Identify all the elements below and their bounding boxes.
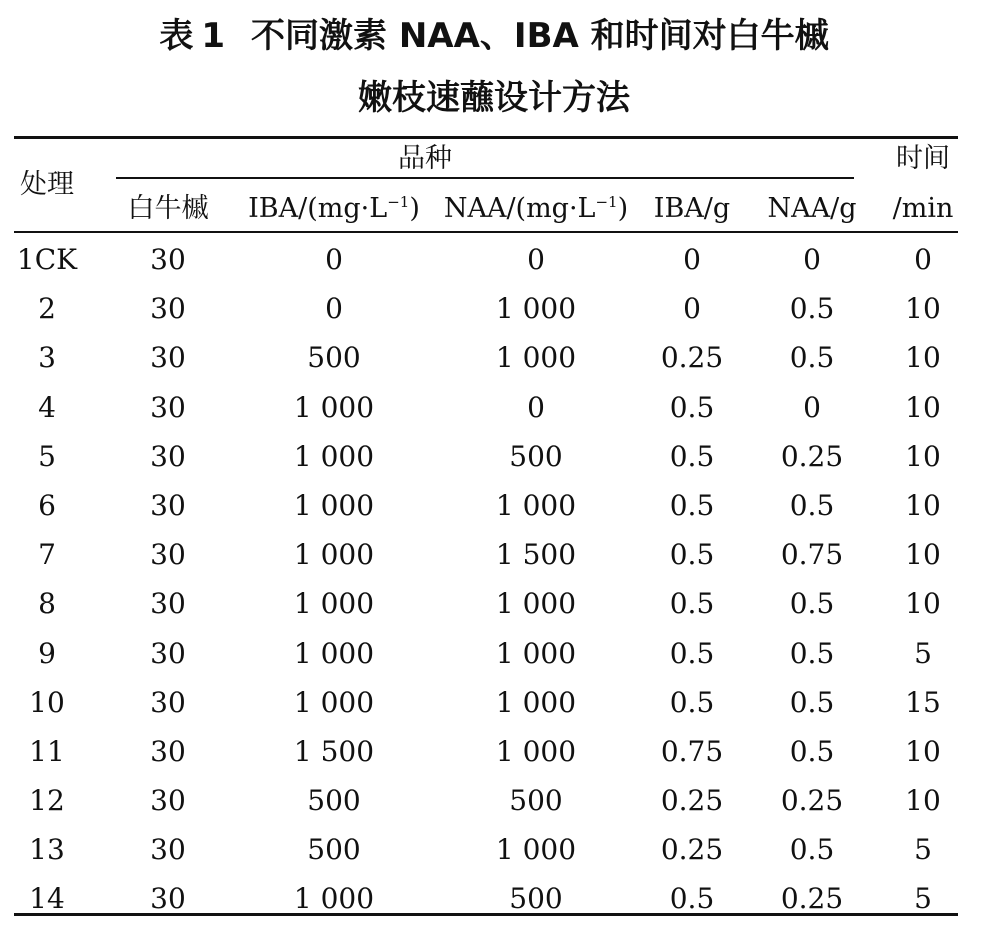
cell-time: 10 bbox=[905, 734, 941, 768]
table-row bbox=[0, 333, 988, 382]
header-col-iba-concentration bbox=[234, 192, 434, 226]
cell-time: 15 bbox=[905, 685, 941, 719]
cell-naa-concentration: 1 000 bbox=[495, 734, 577, 768]
cell-treatment: 9 bbox=[38, 636, 56, 670]
unit-suffix: ) bbox=[617, 193, 629, 224]
header-time-bottom: /min bbox=[892, 193, 954, 224]
cell-time: 5 bbox=[914, 636, 932, 670]
cell-iba-mass: 0.5 bbox=[669, 488, 715, 522]
cell-iba-concentration: 1 000 bbox=[293, 390, 375, 424]
cell-naa-mass: 0.25 bbox=[780, 882, 844, 916]
cell-variety: 30 bbox=[150, 538, 186, 572]
cell-variety: 30 bbox=[150, 636, 186, 670]
cell-iba-concentration: 500 bbox=[307, 341, 361, 375]
header-col-white-maple: 白牛槭 bbox=[127, 193, 209, 224]
header-bottom-rule bbox=[14, 231, 958, 233]
cell-naa-concentration: 500 bbox=[509, 882, 563, 916]
cell-iba-mass: 0.5 bbox=[669, 439, 715, 473]
cell-variety: 30 bbox=[150, 685, 186, 719]
cell-iba-mass: 0.5 bbox=[669, 685, 715, 719]
cell-naa-mass: 0.5 bbox=[789, 341, 835, 375]
cell-variety: 30 bbox=[150, 488, 186, 522]
cell-naa-concentration: 1 000 bbox=[495, 587, 577, 621]
caption-text-2: 嫩枝速蘸设计方法 bbox=[358, 78, 630, 118]
cell-time: 10 bbox=[905, 784, 941, 818]
cell-naa-concentration: 500 bbox=[509, 439, 563, 473]
header-col-naa-concentration-text: NAA/(mg·L bbox=[443, 193, 596, 224]
cell-iba-concentration: 0 bbox=[325, 292, 343, 326]
cell-naa-concentration: 1 500 bbox=[495, 538, 577, 572]
cell-variety: 30 bbox=[150, 243, 186, 276]
cell-treatment: 14 bbox=[29, 882, 65, 916]
cell-iba-mass: 0.5 bbox=[669, 882, 715, 916]
cell-iba-mass: 0.25 bbox=[660, 341, 724, 375]
cell-variety: 30 bbox=[150, 587, 186, 621]
cell-iba-concentration: 1 000 bbox=[293, 882, 375, 916]
cell-iba-mass: 0.25 bbox=[660, 833, 724, 867]
cell-variety: 30 bbox=[150, 882, 186, 916]
header-col-naa-concentration bbox=[436, 192, 636, 226]
table-row bbox=[0, 383, 988, 432]
cell-time: 10 bbox=[905, 488, 941, 522]
unit-exponent: −1 bbox=[595, 193, 618, 211]
cell-iba-concentration: 1 500 bbox=[293, 734, 375, 768]
cell-iba-concentration: 1 000 bbox=[293, 488, 375, 522]
table-row bbox=[0, 629, 988, 678]
cell-time: 10 bbox=[905, 538, 941, 572]
cell-naa-mass: 0.25 bbox=[780, 784, 844, 818]
cell-naa-mass: 0 bbox=[803, 390, 821, 424]
cell-iba-mass: 0.25 bbox=[660, 784, 724, 818]
cell-naa-concentration: 1 000 bbox=[495, 833, 577, 867]
cell-variety: 30 bbox=[150, 292, 186, 326]
cell-treatment: 10 bbox=[29, 685, 65, 719]
table-row bbox=[0, 874, 988, 923]
cell-treatment: 3 bbox=[38, 341, 56, 375]
cell-iba-mass: 0.5 bbox=[669, 636, 715, 670]
table-body bbox=[0, 235, 988, 924]
cell-naa-mass: 0.5 bbox=[789, 636, 835, 670]
table-row bbox=[0, 579, 988, 628]
cell-treatment: 7 bbox=[38, 538, 56, 572]
cell-time: 10 bbox=[905, 341, 941, 375]
caption-number: 1 bbox=[201, 16, 226, 56]
table-top-rule bbox=[14, 136, 958, 139]
caption-label: 表 bbox=[159, 16, 194, 56]
cell-naa-concentration: 1 000 bbox=[495, 488, 577, 522]
cell-variety: 30 bbox=[150, 341, 186, 375]
cell-time: 5 bbox=[914, 882, 932, 916]
cell-iba-concentration: 500 bbox=[307, 833, 361, 867]
cell-variety: 30 bbox=[150, 390, 186, 424]
cell-treatment: 12 bbox=[29, 784, 65, 818]
table-row bbox=[0, 235, 988, 284]
table-caption-line-2 bbox=[0, 76, 988, 120]
cell-variety: 30 bbox=[150, 734, 186, 768]
cell-treatment: 5 bbox=[38, 439, 56, 473]
cell-iba-concentration: 0 bbox=[325, 243, 343, 276]
cell-naa-mass: 0 bbox=[803, 243, 821, 276]
table-row bbox=[0, 481, 988, 530]
table-row bbox=[0, 530, 988, 579]
cell-iba-concentration: 1 000 bbox=[293, 439, 375, 473]
cell-time: 10 bbox=[905, 439, 941, 473]
cell-iba-concentration: 1 000 bbox=[293, 587, 375, 621]
cell-treatment: 4 bbox=[38, 390, 56, 424]
cell-iba-mass: 0.5 bbox=[669, 538, 715, 572]
header-group-variety: 品种 bbox=[398, 143, 452, 174]
cell-iba-concentration: 500 bbox=[307, 784, 361, 818]
table-caption-line-1 bbox=[0, 14, 988, 58]
table-row bbox=[0, 776, 988, 825]
cell-iba-mass: 0 bbox=[683, 243, 701, 276]
cell-treatment: 11 bbox=[29, 734, 65, 768]
cell-naa-mass: 0.5 bbox=[789, 685, 835, 719]
cell-naa-concentration: 1 000 bbox=[495, 292, 577, 326]
cell-naa-concentration: 0 bbox=[527, 243, 545, 276]
cell-naa-concentration: 1 000 bbox=[495, 341, 577, 375]
cell-treatment: 1CK bbox=[16, 243, 78, 276]
cell-naa-mass: 0.5 bbox=[789, 488, 835, 522]
cell-treatment: 2 bbox=[38, 292, 56, 326]
cell-iba-concentration: 1 000 bbox=[293, 685, 375, 719]
cell-time: 5 bbox=[914, 833, 932, 867]
cell-naa-mass: 0.5 bbox=[789, 833, 835, 867]
cell-variety: 30 bbox=[150, 439, 186, 473]
cell-naa-concentration: 1 000 bbox=[495, 636, 577, 670]
cell-treatment: 13 bbox=[29, 833, 65, 867]
cell-iba-concentration: 1 000 bbox=[293, 636, 375, 670]
cell-naa-concentration: 1 000 bbox=[495, 685, 577, 719]
cell-iba-mass: 0 bbox=[683, 292, 701, 326]
cell-naa-concentration: 0 bbox=[527, 390, 545, 424]
cell-treatment: 8 bbox=[38, 587, 56, 621]
header-col-iba-mass: IBA/g bbox=[653, 193, 731, 224]
cell-time: 10 bbox=[905, 587, 941, 621]
table-row bbox=[0, 284, 988, 333]
table-row bbox=[0, 825, 988, 874]
group-header-rule bbox=[116, 177, 854, 179]
cell-time: 10 bbox=[905, 390, 941, 424]
table-row bbox=[0, 727, 988, 776]
caption-text-1: 不同激素 NAA、IBA 和时间对白牛槭 bbox=[251, 16, 829, 56]
cell-time: 0 bbox=[914, 243, 932, 276]
header-col-iba-concentration-text: IBA/(mg·L bbox=[248, 193, 388, 224]
unit-suffix: ) bbox=[409, 193, 420, 224]
header-treatment: 处理 bbox=[20, 169, 74, 200]
header-time-top: 时间 bbox=[896, 143, 950, 174]
cell-time: 10 bbox=[905, 292, 941, 326]
cell-naa-mass: 0.5 bbox=[789, 734, 835, 768]
cell-iba-mass: 0.75 bbox=[660, 734, 724, 768]
cell-naa-mass: 0.5 bbox=[789, 292, 835, 326]
cell-iba-mass: 0.5 bbox=[669, 390, 715, 424]
cell-naa-mass: 0.75 bbox=[780, 538, 844, 572]
cell-variety: 30 bbox=[150, 784, 186, 818]
header-col-naa-mass: NAA/g bbox=[767, 193, 857, 224]
cell-iba-mass: 0.5 bbox=[669, 587, 715, 621]
table-row bbox=[0, 432, 988, 481]
cell-variety: 30 bbox=[150, 833, 186, 867]
cell-iba-concentration: 1 000 bbox=[293, 538, 375, 572]
cell-treatment: 6 bbox=[38, 488, 56, 522]
table-row bbox=[0, 678, 988, 727]
cell-naa-mass: 0.25 bbox=[780, 439, 844, 473]
cell-naa-concentration: 500 bbox=[509, 784, 563, 818]
unit-exponent: −1 bbox=[387, 193, 410, 211]
cell-naa-mass: 0.5 bbox=[789, 587, 835, 621]
